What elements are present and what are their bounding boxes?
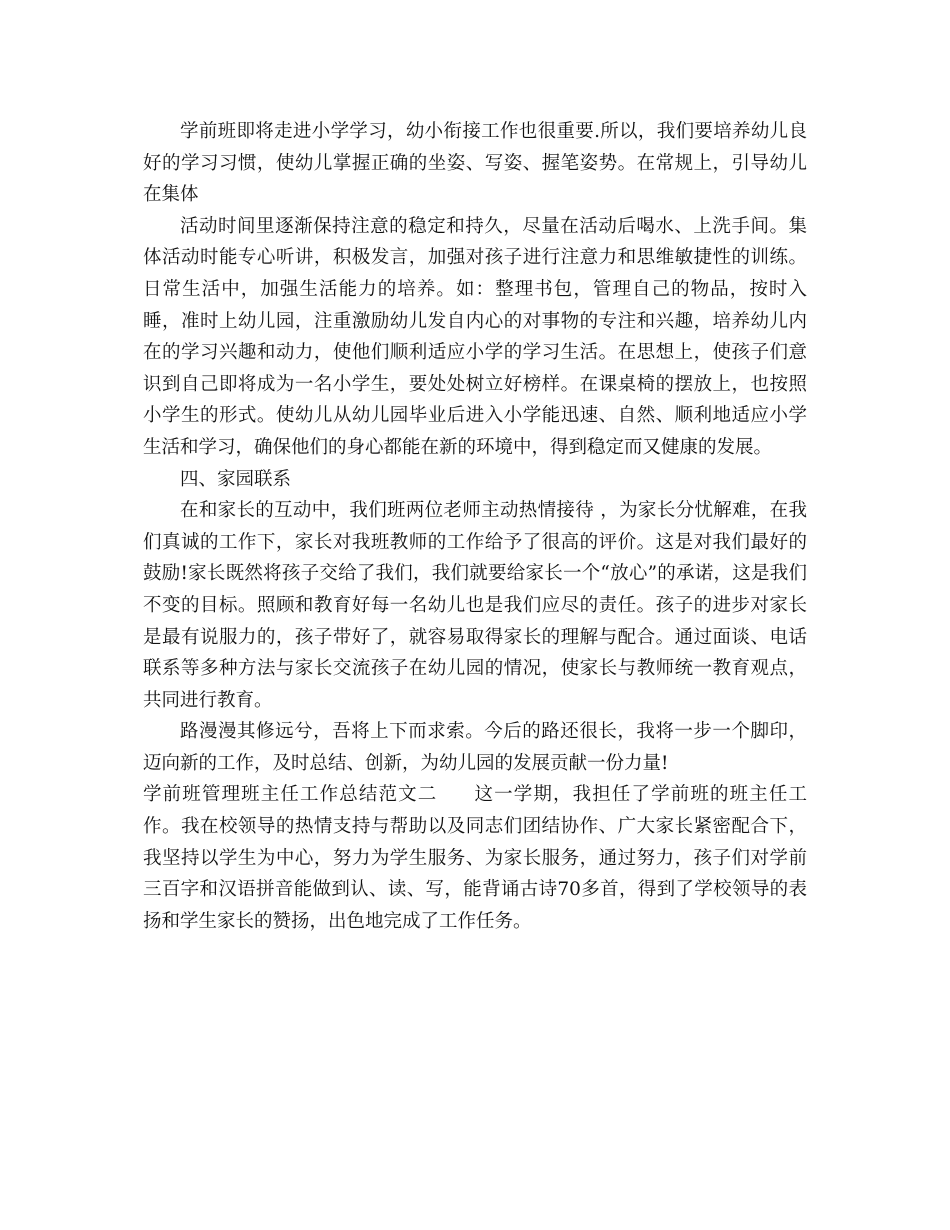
paragraph-sample-two — [143, 779, 807, 937]
paragraph-parent-interaction: 在和家长的互动中，我们班两位老师主动热情接待 ，为家长分忧解难，在我们真诚的工作下，家长对我班教师的工作给予了很高的评价。这是对我们最好的鼓励!家长既然将孩子交给了我们，我们就要给家长一个“放心”的承诺，这是我们不变的目标。照顾和教育好每一名幼儿也是我们应尽的责任。孩子的进步对家长是最有说服力的，孩子带好了，就容易取得家长的理解与配合。通过面谈、电话联系等多种方法与家长交流孩子在幼儿园的情况，使家长与教师统一教育观点，共同进行教育。 — [143, 500, 807, 711]
paragraph-closing: 路漫漫其修远兮，吾将上下而求索。今后的路还很长，我将一步一个脚印，迈向新的工作，及时总结、创新，为幼儿园的发展贡献一份力量! — [143, 721, 807, 774]
sample-two-text: 这一学期，我担任了学前班的班主任工作。我在校领导的热情支持与帮助以及同志们团结协作、广大家长紧密配合下，我坚持以学生为中心，努力为学生服务、为家长服务，通过努力，孩子们对学前三百字和汉语拼音能做到认、读、写，能背诵古诗70多首，得到了学校领导的表扬和学生家长的赞扬，出色地完成了工作任务。 — [143, 784, 807, 932]
document-body — [143, 116, 807, 937]
sample-two-title: 学前班管理班主任工作总结范文二 — [143, 784, 438, 806]
paragraph-activity-attention: 活动时间里逐渐保持注意的稳定和持久，尽量在活动后喝水、上洗手间。集体活动时能专心听讲，积极发言，加强对孩子进行注意力和思维敏捷性的训练。日常生活中，加强生活能力的培养。如：整理书包，管理自己的物品，按时入睡，准时上幼儿园，注重激励幼儿发自内心的对事物的专注和兴趣，培养幼儿内在的学习兴趣和动力，使他们顺利适应小学的学习生活。在思想上，使孩子们意识到自己即将成为一名小学生，要处处树立好榜样。在课桌椅的摆放上，也按照小学生的形式。使幼儿从幼儿园毕业后进入小学能迅速、自然、顺利地适应小学生活和学习，确保他们的身心都能在新的环境中，得到稳定而又健康的发展。 — [143, 215, 807, 458]
paragraph-transition-habits: 学前班即将走进小学学习，幼小衔接工作也很重要.所以，我们要培养幼儿良好的学习习惯，使幼儿掌握正确的坐姿、写姿、握笔姿势。在常规上，引导幼儿在集体 — [143, 121, 807, 206]
section-heading-home-school: 四、家园联系 — [180, 468, 292, 490]
